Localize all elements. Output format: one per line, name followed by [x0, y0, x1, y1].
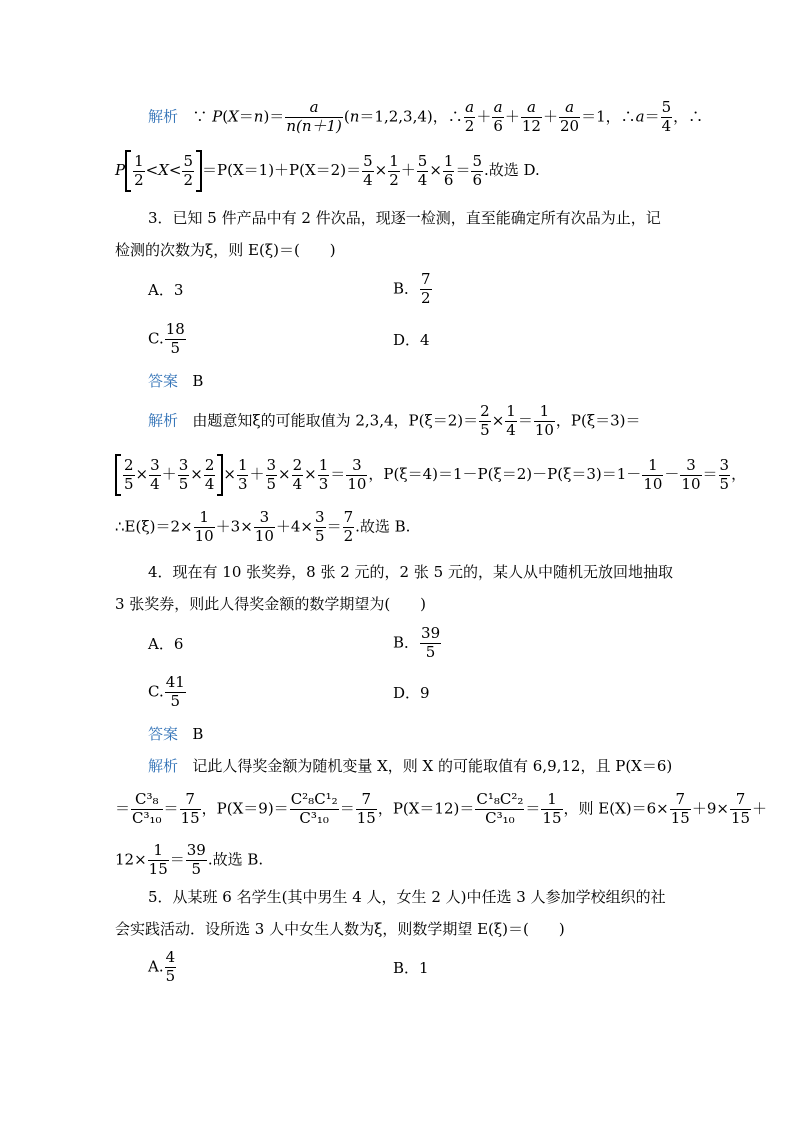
- q4-stem-line2: 3 张奖券，则此人得奖金额的数学期望为( ): [115, 595, 427, 613]
- q3-option-c: C. $\frac{18}{5}$: [148, 320, 185, 357]
- q3-stem-line2: 检测的次数为ξ，则 E(ξ)＝( ): [115, 241, 336, 259]
- explanation-label: 解析: [148, 411, 179, 430]
- q2-explanation-line2: P $\frac{1}{2}$ <X< $\frac{5}{2}$ ＝P(X＝1)＋P(X＝2)＝ $\frac{5}{4}$ × $\frac{1}{2}$ ＋ $\frac{5}{4}$ × $\frac{1}{6}$ ＝ $\frac{5}{6}$ .故选 D.: [115, 150, 540, 192]
- q4-option-d: D．9: [393, 684, 430, 702]
- q3-option-d: D．4: [393, 331, 430, 349]
- q4-option-a: A．6: [148, 635, 184, 653]
- q4-option-b: B． $\frac{39}{5}$: [393, 624, 441, 661]
- explanation-label: 解析: [148, 757, 179, 775]
- answer-label: 答案: [148, 725, 179, 743]
- q5-option-a: A. $\frac{4}{5}$: [148, 948, 176, 985]
- q4-stem-line1: 4．现在有 10 张奖券，8 张 2 元的，2 张 5 元的，某人从中随机无放回地抽取: [148, 563, 673, 581]
- q5-stem-line2: 会实践活动．设所选 3 人中女生人数为ξ，则数学期望 E(ξ)＝( ): [115, 920, 565, 938]
- q3-explanation-line1: 解析 由题意知ξ的可能取值为 2,3,4，P(ξ＝2)＝ $\frac{2}{5}$ × $\frac{1}{4}$ ＝ $\frac{1}{10}$ ，P(ξ＝3)＝: [148, 402, 641, 439]
- explanation-label: 解析: [148, 107, 179, 126]
- q2-explanation-line1: 解析 ∵ P(X＝n)＝ $\frac{a}{n(n+1)}$ (n＝1,2,3,4)，∴ $\frac{a}{2}$ ＋ $\frac{a}{6}$ ＋ $\frac{a}{12}$ ＋ $\frac{a}{20}$ ＝1，∴a＝ $\frac{5}{4}$ ，∴: [148, 98, 704, 135]
- answer-label: 答案: [148, 372, 179, 390]
- q4-option-c: C. $\frac{41}{5}$: [148, 673, 185, 710]
- q3-answer: 答案 B: [148, 372, 204, 390]
- q3-explanation-line2: $\frac{2}{5}$ × $\frac{3}{4}$ ＋ $\frac{3}{5}$ × $\frac{2}{4}$ × $\frac{1}{3}$ ＋ $\frac{3}{5}$ × $\frac{2}{4}$ × $\frac{1}{3}$ ＝ $\frac{3}{10}$ ，P(ξ＝4)＝1－P(ξ＝2)－P(ξ＝3)＝1－ $\frac{1}{10}$ － $\frac{3}{10}$ ＝ $\frac{3}{5}$ ，: [115, 454, 746, 496]
- q4-explanation-line1: 解析 记此人得奖金额为随机变量 X，则 X 的可能取值有 6,9,12，且 P(X＝6): [148, 757, 673, 775]
- q3-stem-line1: 3．已知 5 件产品中有 2 件次品，现逐一检测，直至能确定所有次品为止，记: [148, 209, 661, 227]
- q4-explanation-line2: ＝ $\frac{\text{C³₈}}{\text{C³₁₀}}$ ＝ $\frac{7}{15}$ ，P(X＝9)＝ $\frac{\text{C²₈C¹₂}}{\text{C³₁₀}}$ ＝ $\frac{7}{15}$ ，P(X＝12)＝ $\frac{\text{C¹₈C²₂}}{\text{C³₁₀}}$ ＝ $\frac{1}{15}$ ，则 E(X)＝6× $\frac{7}{15}$ ＋9× $\frac{7}{15}$ ＋: [115, 790, 768, 827]
- q5-stem-line1: 5．从某班 6 名学生(其中男生 4 人，女生 2 人)中任选 3 人参加学校组织的社: [148, 888, 666, 906]
- q5-option-b: B．1: [393, 959, 429, 977]
- q3-option-b: B． $\frac{7}{2}$: [393, 270, 431, 307]
- q3-option-a: A．3: [148, 281, 184, 299]
- q4-answer: 答案 B: [148, 725, 204, 743]
- q3-explanation-line3: ∴E(ξ)＝2× $\frac{1}{10}$ ＋3× $\frac{3}{10}$ ＋4× $\frac{3}{5}$ ＝ $\frac{7}{2}$ .故选 B.: [115, 508, 411, 545]
- q4-explanation-line3: 12× $\frac{1}{15}$ ＝ $\frac{39}{5}$ .故选 B.: [115, 841, 264, 878]
